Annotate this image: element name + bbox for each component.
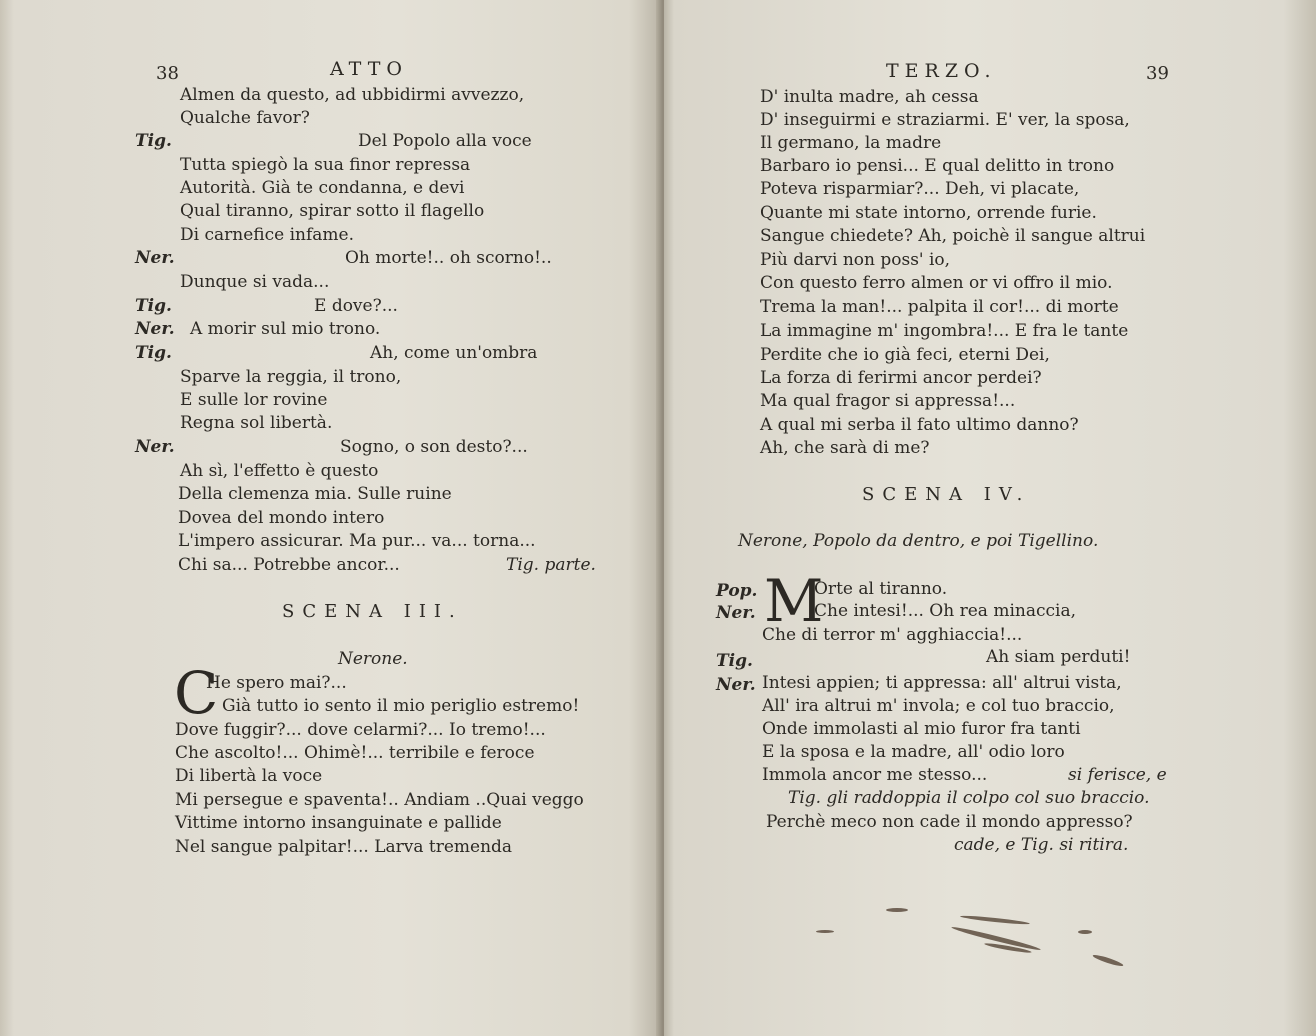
text-line: Qual tiranno, spirar sotto il flagello <box>180 201 485 221</box>
text-line: A morir sul mio trono. <box>190 319 381 339</box>
text-line: Regna sol libertà. <box>180 413 333 433</box>
speaker-label: Tig. <box>135 343 172 363</box>
text-line: D' inseguirmi e straziarmi. E' ver, la sposa, <box>760 110 1130 130</box>
text-line: Immola ancor me stesso... <box>762 765 988 785</box>
text-line: Ah sì, l'effetto è questo <box>180 461 379 481</box>
text-line: Trema la man!... palpita il cor!... di morte <box>760 297 1119 317</box>
text-line: Quante mi state intorno, orrende furie. <box>760 203 1097 223</box>
text-line: Che di terror m' agghiaccia!... <box>762 625 1023 645</box>
text-line: Qualche favor? <box>180 108 310 128</box>
text-line: He spero mai?... <box>206 673 347 693</box>
speaker-label: Tig. <box>716 651 753 671</box>
text-line: Dunque si vada... <box>180 272 330 292</box>
text-line: La immagine m' ingombra!... E fra le tante <box>760 321 1129 341</box>
text-line: Perdite che io già feci, eterni Dei, <box>760 345 1050 365</box>
page-number: 38 <box>156 63 179 84</box>
text-line: Dove fuggir?... dove celarmi?... Io tremo!... <box>175 720 546 740</box>
text-line: A qual mi serba il fato ultimo danno? <box>760 415 1079 435</box>
text-line: Sangue chiedete? Ah, poichè il sangue altrui <box>760 226 1146 246</box>
text-line: Almen da questo, ad ubbidirmi avvezzo, <box>180 85 525 105</box>
text-line: Perchè meco non cade il mondo appresso? <box>766 812 1133 832</box>
speaker-label: Ner. <box>135 319 175 339</box>
running-header: ATTO <box>330 58 408 80</box>
right-page <box>664 0 1316 1036</box>
text-line: Sparve la reggia, il trono, <box>180 367 402 387</box>
page-number: 39 <box>1146 63 1169 84</box>
speaker-label: Tig. <box>135 296 172 316</box>
text-line: Il germano, la madre <box>760 133 942 153</box>
text-line: E la sposa e la madre, all' odio loro <box>762 742 1065 762</box>
text-line: Che intesi!... Oh rea minaccia, <box>814 601 1076 621</box>
stage-direction: si ferisce, e <box>1068 765 1167 785</box>
text-line: Che ascolto!... Ohimè!... terribile e feroce <box>175 743 535 763</box>
running-header: TERZO. <box>886 60 997 82</box>
scene-title: SCENA III. <box>282 601 463 622</box>
speaker-label: Ner. <box>716 675 756 695</box>
text-line: Più darvi non poss' io, <box>760 250 951 270</box>
text-line: Tutta spiegò la sua finor repressa <box>180 155 471 175</box>
text-line: Già tutto io sento il mio periglio estremo! <box>222 696 580 716</box>
speaker-label: Ner. <box>135 437 175 457</box>
text-line: Barbaro io pensi... E qual delitto in trono <box>760 156 1115 176</box>
text-line: Di libertà la voce <box>175 766 323 786</box>
text-line: L'impero assicurar. Ma pur... va... torna... <box>178 531 536 551</box>
text-line: Della clemenza mia. Sulle ruine <box>178 484 452 504</box>
stage-direction: cade, e Tig. si ritira. <box>954 835 1129 855</box>
text-line: Ah siam perduti! <box>986 647 1131 667</box>
stage-direction: Tig. parte. <box>506 555 596 575</box>
text-line: E sulle lor rovine <box>180 390 328 410</box>
text-line: Autorità. Già te condanna, e devi <box>180 178 465 198</box>
text-line: Mi persegue e spaventa!.. Andiam ..Quai veggo <box>175 790 584 810</box>
text-line: All' ira altrui m' invola; e col tuo braccio, <box>762 696 1115 716</box>
text-line: D' inulta madre, ah cessa <box>760 87 979 107</box>
speaker-label: Tig. <box>135 131 172 151</box>
text-line: Ah, come un'ombra <box>370 343 538 363</box>
text-line: Oh morte!.. oh scorno!.. <box>345 248 552 268</box>
text-line: Ah, che sarà di me? <box>760 438 930 458</box>
text-line: Orte al tiranno. <box>814 579 948 599</box>
scene-characters: Nerone. <box>338 649 408 669</box>
drop-cap: C <box>174 659 219 727</box>
text-line: Chi sa... Potrebbe ancor... <box>178 555 400 575</box>
stage-direction: Tig. gli raddoppia il colpo col suo braccio. <box>788 788 1150 808</box>
text-line: Ma qual fragor si appressa!... <box>760 391 1016 411</box>
text-line: Intesi appien; ti appressa: all' altrui vista, <box>762 673 1122 693</box>
text-line: Sogno, o son desto?... <box>340 437 528 457</box>
scene-title: SCENA IV. <box>862 484 1031 505</box>
speaker-label: Ner. <box>716 603 756 623</box>
text-line: Di carnefice infame. <box>180 225 354 245</box>
scene-characters: Nerone, Popolo da dentro, e poi Tigellino. <box>738 531 1099 551</box>
text-line: Del Popolo alla voce <box>358 131 532 151</box>
text-line: Con questo ferro almen or vi offro il mio. <box>760 273 1113 293</box>
text-line: Onde immolasti al mio furor fra tanti <box>762 719 1081 739</box>
speaker-label: Pop. <box>716 581 758 601</box>
text-line: Dovea del mondo intero <box>178 508 385 528</box>
speaker-label: Ner. <box>135 248 175 268</box>
text-line: Poteva risparmiar?... Deh, vi placate, <box>760 179 1080 199</box>
text-line: Nel sangue palpitar!... Larva tremenda <box>175 837 513 857</box>
text-line: Vittime intorno insanguinate e pallide <box>175 813 502 833</box>
drop-cap: M <box>764 567 824 635</box>
text-line: La forza di ferirmi ancor perdei? <box>760 368 1042 388</box>
text-line: E dove?... <box>314 296 398 316</box>
